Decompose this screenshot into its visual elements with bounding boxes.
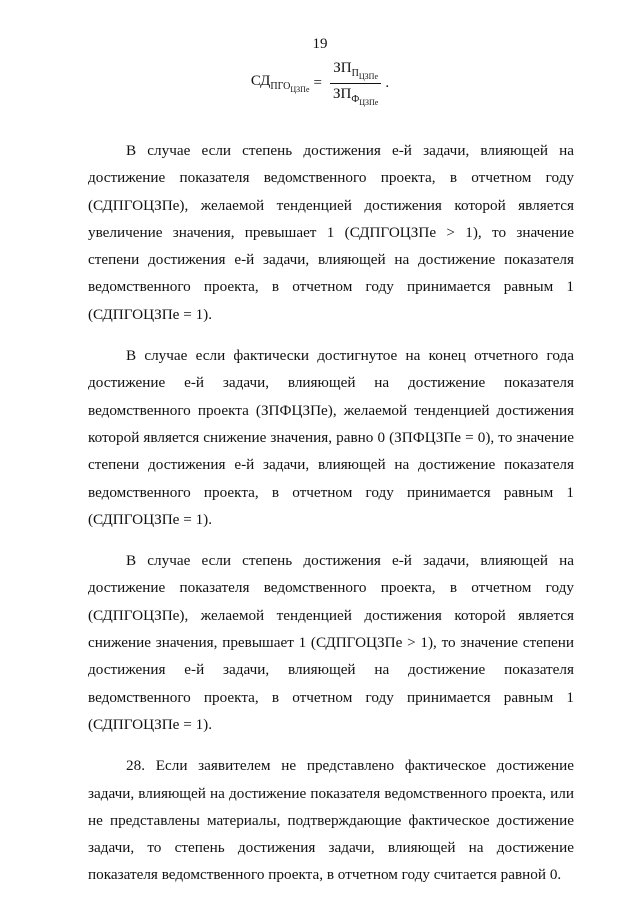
formula-period: .: [385, 75, 390, 91]
page-number: 19: [312, 36, 328, 52]
formula-fraction: [330, 60, 381, 107]
formula-lhs: $СД_{ПГО_{ЦЗПе}}$: [250, 73, 310, 94]
paragraph-1: В случае если степень достижения е-й задачи, влияющей на достижение показателя ведомственного проекта, в отчетном году (СДПГОЦЗПе), желаемой тенденцией достижения которой является увеличение значения, превышает 1 (СДПГОЦЗПе > 1), то значение степени достижения е-й задачи, влияющей на достижение показателя ведомственного проекта, в отчетном году принимается равным 1 (СДПГОЦЗПе = 1).: [88, 142, 574, 323]
paragraph-2: В случае если фактически достигнутое на конец отчетного года достижение е-й задачи, влияющей на достижение показателя ведомственного проекта (ЗПФЦЗПе), желаемой тенденцией достижения которой является снижение значения, равно 0 (ЗПФЦЗПе = 0), то значение степени достижения е-й задачи, влияющей на достижение показателя ведомственного проекта, в отчетном году принимается равным 1 (СДПГОЦЗПе = 1).: [88, 347, 574, 528]
formula-denominator: $ЗП_{Ф_{ЦЗПе}}$: [332, 86, 379, 107]
paragraph-4: 28. Если заявителем не представлено фактическое достижение задачи, влияющей на достижение показателя ведомственного проекта, или не представлены материалы, подтверждающие фактическое достижение задачи, то степень достижения задачи, влияющей на достижение показателя ведомственного проекта, в отчетном году считается равной 0.: [88, 757, 574, 884]
formula-numerator: $ЗП_{П_{ЦЗПе}}$: [330, 60, 381, 84]
formula: [0, 60, 640, 107]
formula-equals: =: [313, 75, 322, 91]
body-text: [88, 137, 574, 903]
paragraph-3: В случае если степень достижения е-й задачи, влияющей на достижение показателя ведомственного проекта, в отчетном году (СДПГОЦЗПе), желаемой тенденцией достижения которой является снижение значения, превышает 1 (СДПГОЦЗПе > 1), то значение степени достижения е-й задачи, влияющей на достижение показателя ведомственного проекта, в отчетном году принимается равным 1 (СДПГОЦЗПе = 1).: [88, 552, 574, 733]
